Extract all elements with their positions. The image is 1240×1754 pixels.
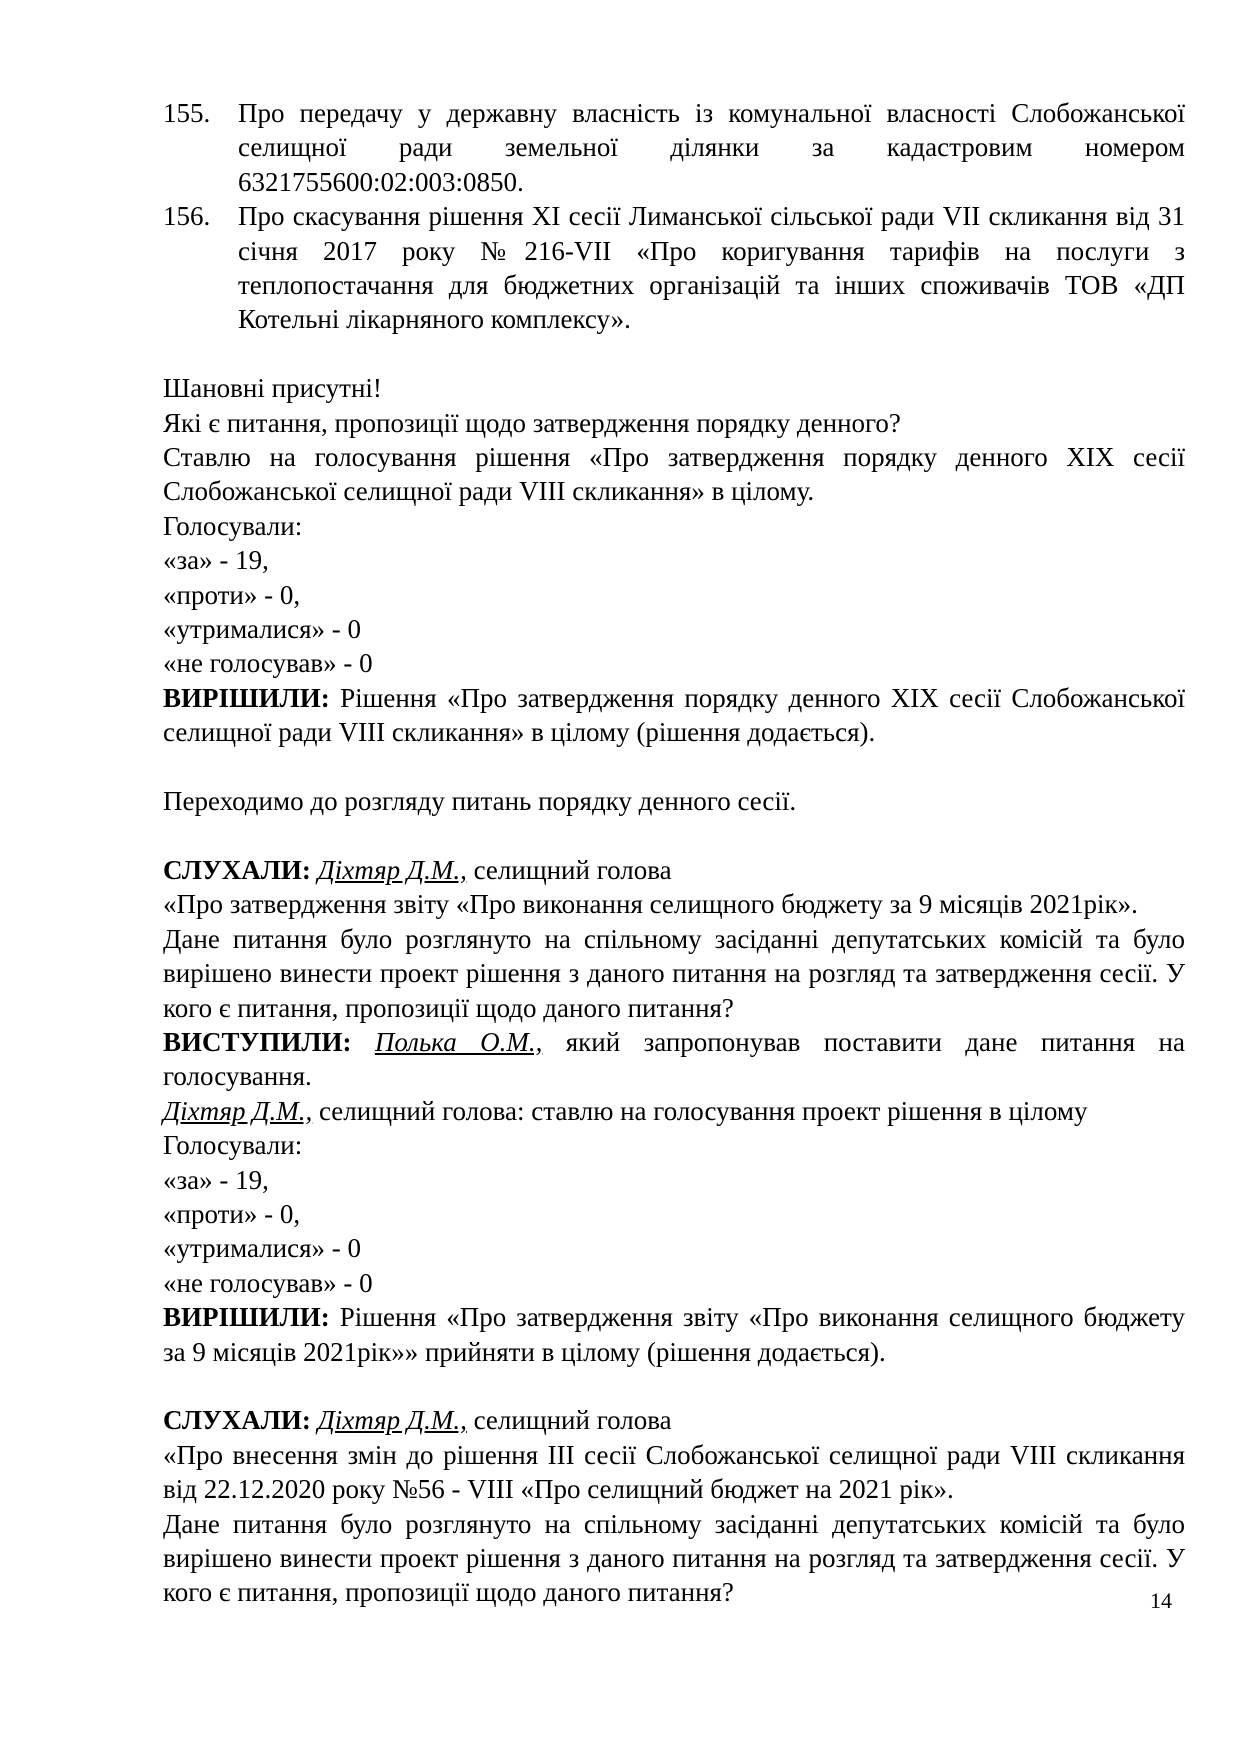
vote-for: «за» - 19, xyxy=(163,1164,269,1195)
spoke-text: який запропонував поставити дане питання на голосування. xyxy=(163,1026,1185,1092)
decision-text: Рішення «Про затвердження порядку денного XIX сесії Слобожанської селищної ради VIII скликання» в цілому (рішення додається). xyxy=(163,682,1185,748)
committee-note: Дане питання було розглянуто на спільному засіданні депутатських комісій та було вирішено винести проект рішення з даного питання на розгляд та затвердження сесії. У кого є питання, пропозиції щодо даного питання? xyxy=(163,923,1185,1023)
speaker-role: селищний голова xyxy=(466,854,672,885)
topic-line: «Про внесення змін до рішення III сесії Слобожанської селищної ради VIII скликання від 22.12.2020 року №56 - VIII «Про селищний бюджет на 2021 рік». xyxy=(163,1439,1185,1505)
vote-against: «проти» - 0, xyxy=(163,1198,301,1229)
voted-label: Голосували: xyxy=(163,1130,303,1161)
item-text: Про передачу у державну власність із комунальної власності Слобожанської селищної ради земельної ділянки за кадастровим номером 6321755600:02:003:0850. xyxy=(238,98,1185,197)
speaker-name: Діхтяр Д.М., xyxy=(317,1405,467,1436)
heard-paragraph xyxy=(163,853,1185,887)
vote-abstained: «утрималися» - 0 xyxy=(163,614,362,645)
vote-not-voted: «не голосував» - 0 xyxy=(163,648,373,679)
item-number: 156. xyxy=(163,201,211,232)
committee-note: Дане питання було розглянуто на спільному засіданні депутатських комісій та було вирішено винести проект рішення з даного питання на розгляд та затвердження сесії. У кого є питання, пропозиції щодо даного питання? xyxy=(163,1508,1185,1608)
spacer xyxy=(163,1369,1185,1403)
page-number: 14 xyxy=(1150,1588,1172,1613)
heard-paragraph xyxy=(163,1403,1185,1437)
item-text: Про скасування рішення XI сесії Лиманської сільської ради VII скликання від 31 січня 2017 року №216-VII «Про коригування тарифів на послуги з теплопостачання для бюджетних організацій та інших споживачів ТОВ «ДП Котельні лікарняного комплексу». xyxy=(238,201,1185,335)
chair-text: селищний голова: ставлю на голосування проект рішення в цілому xyxy=(312,1095,1088,1126)
question-line: Які є питання, пропозиції щодо затвердження порядку денного? xyxy=(163,407,901,438)
spacer xyxy=(163,819,1185,853)
vote-abstained: «утрималися» - 0 xyxy=(163,1233,362,1264)
voted-label: Голосували: xyxy=(163,510,303,541)
spacer xyxy=(163,337,1185,371)
decided-label: ВИРІШИЛИ: xyxy=(163,1302,330,1333)
transition-line: Переходимо до розгляду питань порядку денного сесії. xyxy=(163,786,797,817)
speaker-role: селищний голова xyxy=(466,1405,672,1436)
heard-label: СЛУХАЛИ: xyxy=(163,854,311,885)
vote-for: «за» - 19, xyxy=(163,545,269,576)
agenda-list-item xyxy=(163,199,1185,337)
chair-paragraph xyxy=(163,1094,1185,1128)
speaker-name: Діхтяр Д.М., xyxy=(317,854,467,885)
vote-not-voted: «не голосував» - 0 xyxy=(163,1267,373,1298)
vote-against: «проти» - 0, xyxy=(163,579,301,610)
topic-line: «Про затвердження звіту «Про виконання селищного бюджету за 9 місяців 2021рік». xyxy=(163,889,1138,920)
heard-label: СЛУХАЛИ: xyxy=(163,1405,311,1436)
agenda-list-item xyxy=(163,96,1185,199)
greeting: Шановні присутні! xyxy=(163,373,382,404)
decision-paragraph xyxy=(163,1300,1185,1369)
spoke-paragraph xyxy=(163,1025,1185,1094)
spacer xyxy=(163,750,1185,784)
vote-proposal: Ставлю на голосування рішення «Про затвердження порядку денного XIX сесії Слобожанської селищної ради VIII скликання» в цілому. xyxy=(163,442,1185,507)
decision-text: Рішення «Про затвердження звіту «Про виконання селищного бюджету за 9 місяців 2021рік»» прийняти в цілому (рішення додається). xyxy=(163,1302,1185,1367)
speaker-name: Діхтяр Д.М., xyxy=(163,1095,313,1126)
spoke-label: ВИСТУПИЛИ: xyxy=(163,1026,352,1057)
item-number: 155. xyxy=(163,98,211,128)
decided-label: ВИРІШИЛИ: xyxy=(163,682,330,713)
decision-paragraph xyxy=(163,681,1185,750)
document-body xyxy=(163,96,1185,1610)
speaker-name: Полька О.М., xyxy=(374,1026,543,1057)
